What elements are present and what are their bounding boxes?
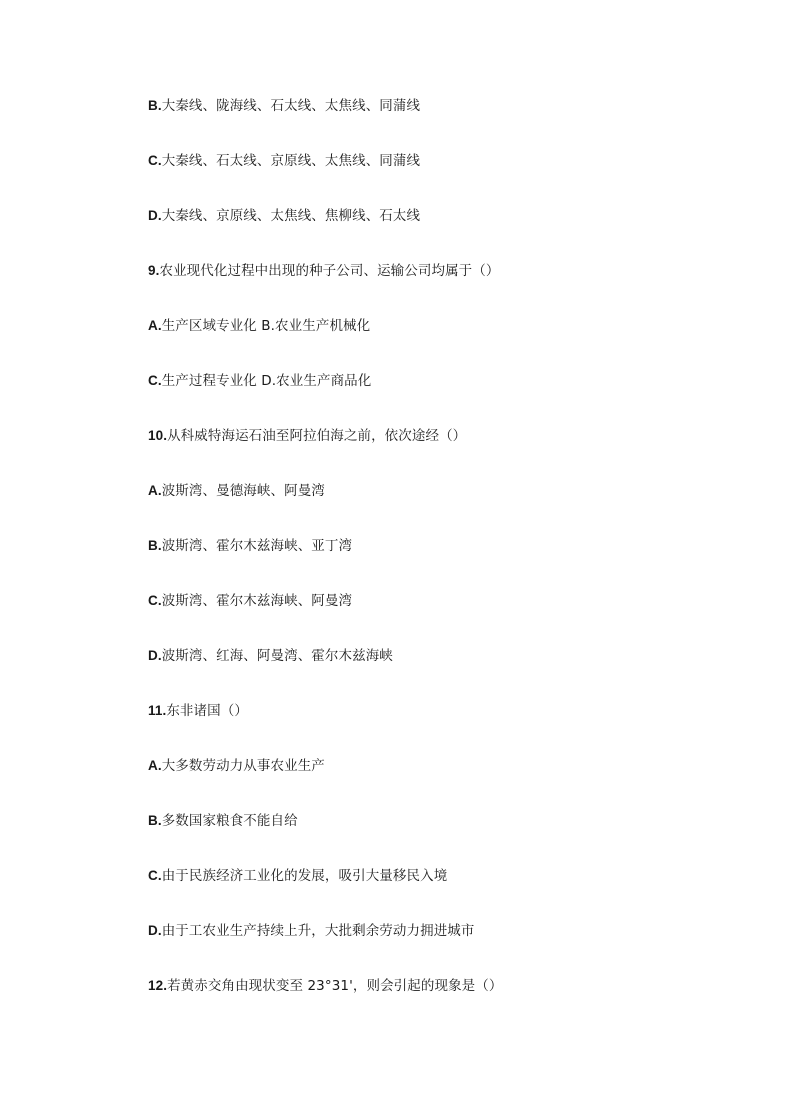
option-a-line [148, 317, 370, 335]
question-text: 从科威特海运石油至阿拉伯海之前，依次途经（） [167, 428, 467, 444]
option-c-line [148, 152, 420, 170]
question-9 [148, 262, 499, 280]
option-text: 波斯湾、霍尔木兹海峡、亚丁湾 [161, 538, 353, 554]
option-text: 多数国家粮食不能自给 [161, 813, 298, 829]
option-text: 大秦线、陇海线、石太线、太焦线、同蒲线 [161, 98, 421, 114]
option-b-line [148, 812, 298, 830]
option-b-line [148, 537, 352, 555]
option-d-line [148, 922, 475, 940]
option-label: C. [148, 593, 162, 608]
option-label: B. [148, 538, 162, 553]
option-d-line [148, 207, 420, 225]
option-text: 波斯湾、红海、阿曼湾、霍尔木兹海峡 [161, 648, 393, 664]
option-label: A. [148, 758, 162, 773]
question-number: 10. [148, 428, 168, 443]
option-a-line [148, 482, 325, 500]
option-text: 波斯湾、霍尔木兹海峡、阿曼湾 [161, 593, 353, 609]
option-text: 由于民族经济工业化的发展，吸引大量移民入境 [161, 868, 448, 884]
question-11 [148, 702, 248, 720]
question-text: 东非诸国（） [166, 703, 248, 719]
question-number: 11. [148, 703, 167, 718]
option-text: 生产区域专业化 B.农业生产机械化 [161, 318, 371, 334]
option-a-line [148, 757, 325, 775]
question-number: 9. [148, 263, 160, 278]
option-b-line [148, 97, 420, 115]
option-label: C. [148, 153, 162, 168]
question-text: 农业现代化过程中出现的种子公司、运输公司均属于（） [159, 263, 500, 279]
option-text: 大多数劳动力从事农业生产 [161, 758, 325, 774]
option-label: A. [148, 318, 162, 333]
option-c-line [148, 372, 371, 390]
option-label: B. [148, 98, 162, 113]
option-c-line [148, 592, 352, 610]
question-text: 若黄赤交角由现状变至 23°31'，则会引起的现象是（） [167, 978, 503, 994]
option-text: 大秦线、石太线、京原线、太焦线、同蒲线 [161, 153, 421, 169]
option-text: 生产过程专业化 D.农业生产商品化 [161, 373, 372, 389]
option-d-line [148, 647, 393, 665]
question-number: 12. [148, 978, 168, 993]
option-label: D. [148, 208, 162, 223]
option-text: 波斯湾、曼德海峡、阿曼湾 [161, 483, 325, 499]
option-label: C. [148, 868, 162, 883]
option-label: C. [148, 373, 162, 388]
option-c-line [148, 867, 447, 885]
option-label: D. [148, 648, 162, 663]
option-label: A. [148, 483, 162, 498]
question-10 [148, 427, 466, 445]
question-12 [148, 977, 503, 995]
option-text: 由于工农业生产持续上升，大批剩余劳动力拥进城市 [161, 923, 475, 939]
option-label: B. [148, 813, 162, 828]
option-label: D. [148, 923, 162, 938]
option-text: 大秦线、京原线、太焦线、焦柳线、石太线 [161, 208, 421, 224]
